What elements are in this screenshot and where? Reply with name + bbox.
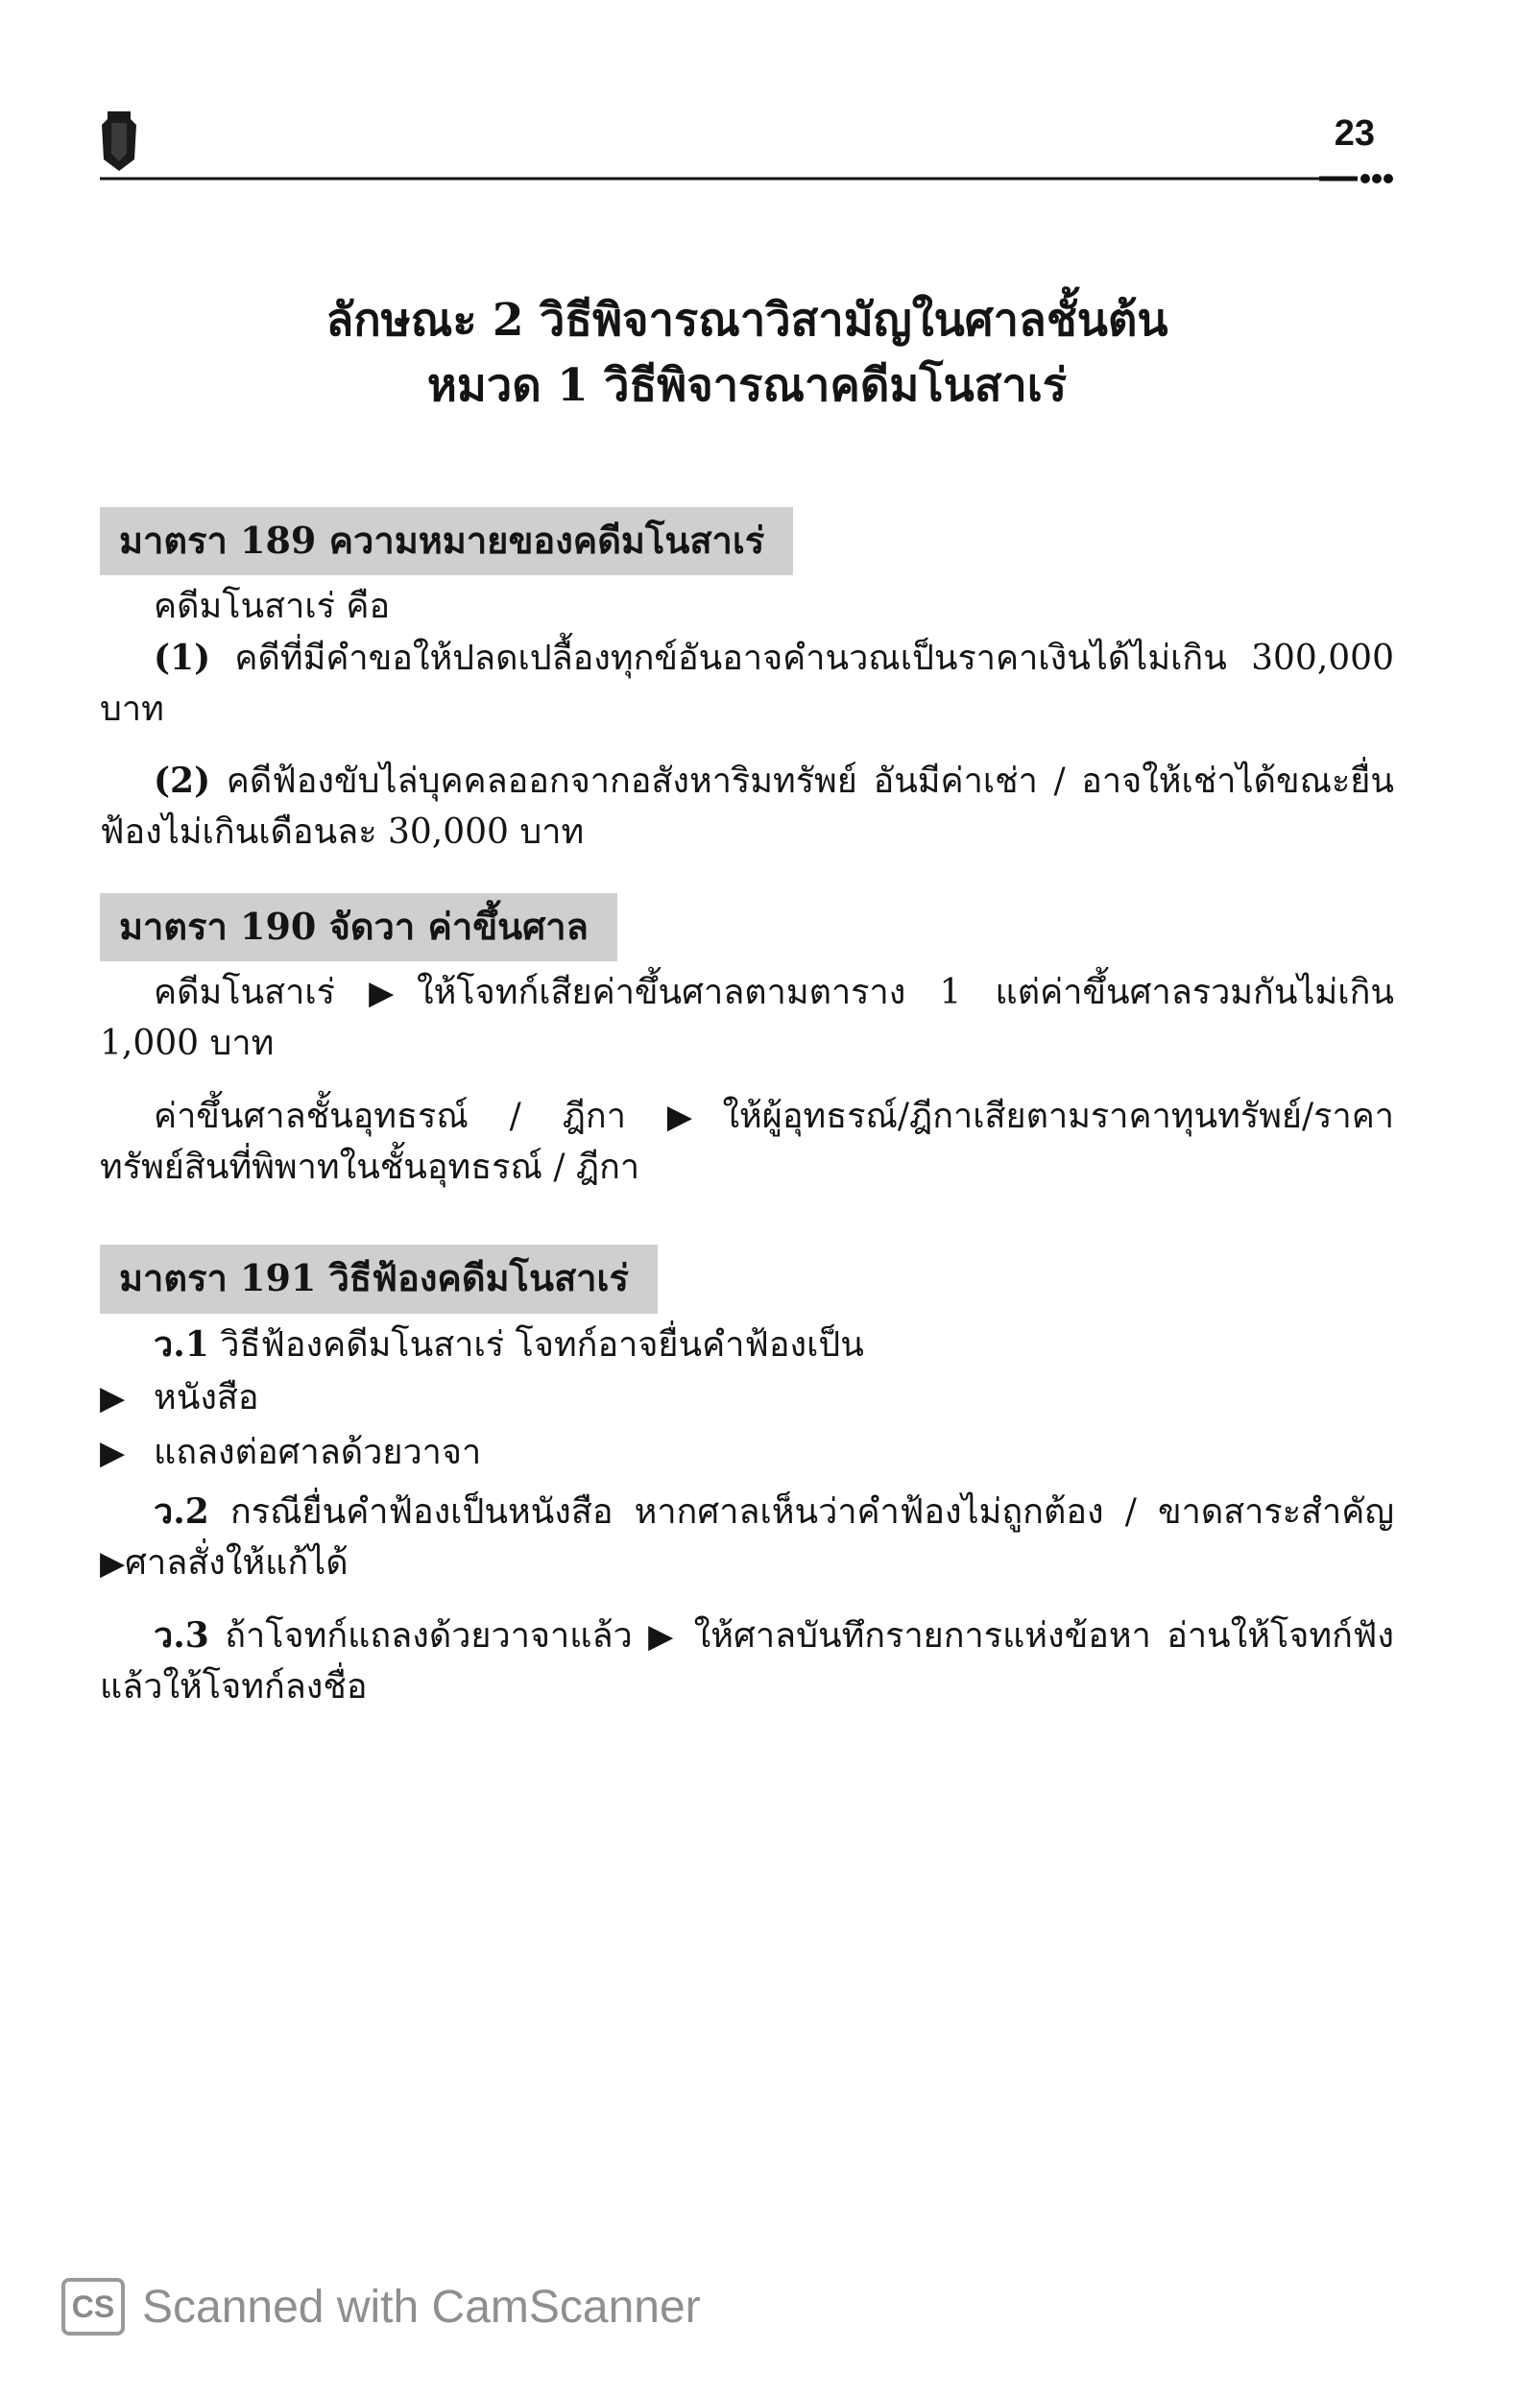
item-text: คดีที่มีคำขอให้ปลดเปลื้องทุกข์อันอาจคำนวณเป็นราคาเงินได้ไม่เกิน 300,000 บาท — [100, 638, 1394, 729]
paragraph-number: ว.1 — [154, 1323, 209, 1365]
article-189-item-2 — [100, 756, 1394, 859]
article-191-w3 — [100, 1610, 1394, 1713]
para-text: ศาลสั่งให้แก้ได้ — [125, 1543, 349, 1584]
page-number: 23 — [1334, 113, 1375, 154]
section-title: หมวด 1 วิธีพิจารณาคดีมโนสาเร่ — [426, 359, 1068, 413]
para-text: ให้ผู้อุทธรณ์/ฎีกาเสียตามราคาทุนทรัพย์/ราคาทรัพย์สินที่พิพาทในชั้นอุทธรณ์ / ฎีกา — [100, 1096, 1394, 1187]
article-191-heading: มาตรา 191 วิธีฟ้องคดีมโนสาเร่ — [100, 1245, 658, 1313]
arrow-icon: ▶ — [369, 974, 417, 1013]
item-number: (1) — [154, 637, 211, 678]
article-190-para-2 — [100, 1091, 1394, 1194]
header-rule — [100, 169, 1394, 192]
bullet-text: หนังสือ — [154, 1377, 259, 1417]
item-number: (2) — [154, 761, 211, 802]
intro-text: คดีมโนสาเร่ คือ — [154, 587, 391, 627]
item-text: คดีฟ้องขับไล่บุคคลออกจากอสังหาริมทรัพย์ อันมีค่าเช่า / อาจให้เช่าได้ขณะยื่นฟ้องไม่เกินเดือนละ 30,000 บาท — [100, 762, 1394, 853]
article-190-para-1 — [100, 967, 1394, 1070]
para-text: คดีมโนสาเร่ — [154, 973, 370, 1013]
para-text: ให้โจทก์เสียค่าขึ้นศาลตามตาราง 1 แต่ค่าขึ้นศาลรวมกันไม่เกิน 1,000 บาท — [100, 973, 1394, 1064]
article-191-w2 — [100, 1487, 1394, 1589]
camscanner-logo-icon: CS — [61, 2278, 125, 2336]
arrow-icon: ▶ — [648, 1616, 679, 1656]
para-text: วิธีฟ้องคดีมโนสาเร่ โจทก์อาจยื่นคำฟ้องเป็น — [208, 1324, 864, 1365]
arrow-icon: ▶ — [100, 1434, 126, 1473]
article-189-heading: มาตรา 189 ความหมายของคดีมโนสาเร่ — [100, 507, 793, 575]
article-189-intro — [100, 581, 1394, 632]
para-text: ค่าขึ้นศาลชั้นอุทธรณ์ / ฎีกา — [154, 1096, 667, 1136]
article-191-w1 — [100, 1320, 1394, 1370]
para-text: ให้ศาลบันทึกรายการแห่งข้อหา อ่านให้โจทก์ฟัง แล้วให้โจทก์ลงชื่อ — [100, 1615, 1394, 1707]
article-189-item-1 — [100, 633, 1394, 736]
article-190-heading: มาตรา 190 จัดวา ค่าขึ้นศาล — [100, 893, 617, 961]
chapter-title: ลักษณะ 2 วิธีพิจารณาวิสามัญในศาลชั้นต้น — [325, 294, 1168, 347]
scanner-text: Scanned with CamScanner — [142, 2281, 701, 2333]
bullet-item — [100, 1370, 1394, 1426]
bullet-item — [100, 1425, 1394, 1481]
arrow-icon: ▶ — [100, 1378, 126, 1417]
bullet-text: แถลงต่อศาลด้วยวาจา — [154, 1433, 482, 1473]
arrow-icon: ▶ — [666, 1097, 723, 1136]
content — [100, 507, 1394, 1712]
scanner-watermark — [61, 2278, 701, 2336]
ornament-icon — [100, 111, 138, 171]
para-text: กรณียื่นคำฟ้องเป็นหนังสือ หากศาลเห็นว่าคำฟ้องไม่ถูกต้อง / ขาดสาระสำคัญ — [208, 1492, 1394, 1533]
paragraph-number: ว.3 — [154, 1614, 209, 1656]
arrow-icon: ▶ — [100, 1544, 126, 1584]
title-block — [100, 288, 1394, 419]
para-text: ถ้าโจทก์แถลงด้วยวาจาแล้ว — [208, 1615, 649, 1656]
paragraph-number: ว.2 — [154, 1491, 209, 1533]
